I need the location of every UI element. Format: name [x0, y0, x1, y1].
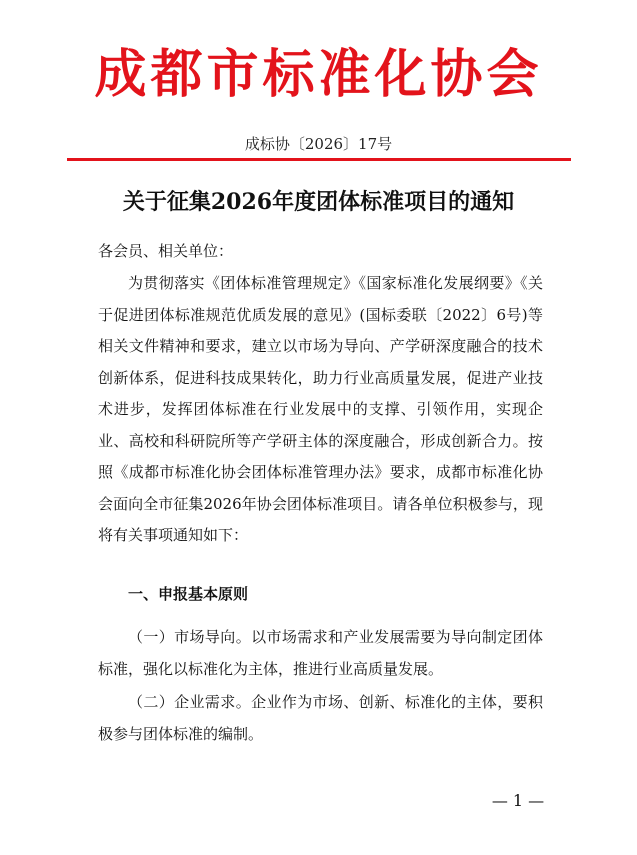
org-header-title: 成都市标准化协会: [94, 44, 543, 105]
document-title: 关于征集2026年度团体标准项目的通知: [122, 189, 515, 215]
page-number: — 1 —: [491, 791, 545, 810]
section-heading-1: 一、申报基本原则: [128, 585, 249, 603]
intro-paragraph: 为贯彻落实《团体标准管理规定》《国家标准化发展纲要》《关于促进团体标准规范优质发展的意见》(国标委联〔2022〕6号)等相关文件精神和要求，建立以市场为导向、产学研深度融合的技术创新体系，促进科技成果转化，助力行业高质量发展，促进产业技术进步，发挥团体标准在行业发展中的支撑、引领作用，实现企业、高校和科研院所等产学研主体的深度融合，形成创新合力。按照《成都市标准化协会团体标准管理办法》要求，成都市标准化协会面向全市征集2026年协会团体标准项目。请各单位积极参与，现将有关事项通知如下：: [98, 274, 543, 544]
principle-item-1: （一）市场导向。以市场需求和产业发展需要为导向制定团体标准，强化以标准化为主体，推进行业高质量发展。: [98, 628, 543, 678]
red-separator-line: [67, 158, 571, 161]
salutation: 各会员、相关单位：: [98, 242, 234, 260]
principle-item-2: （二）企业需求。企业作为市场、创新、标准化的主体，要积极参与团体标准的编制。: [98, 693, 543, 743]
document-number: 成标协〔2026〕17号: [244, 135, 393, 153]
